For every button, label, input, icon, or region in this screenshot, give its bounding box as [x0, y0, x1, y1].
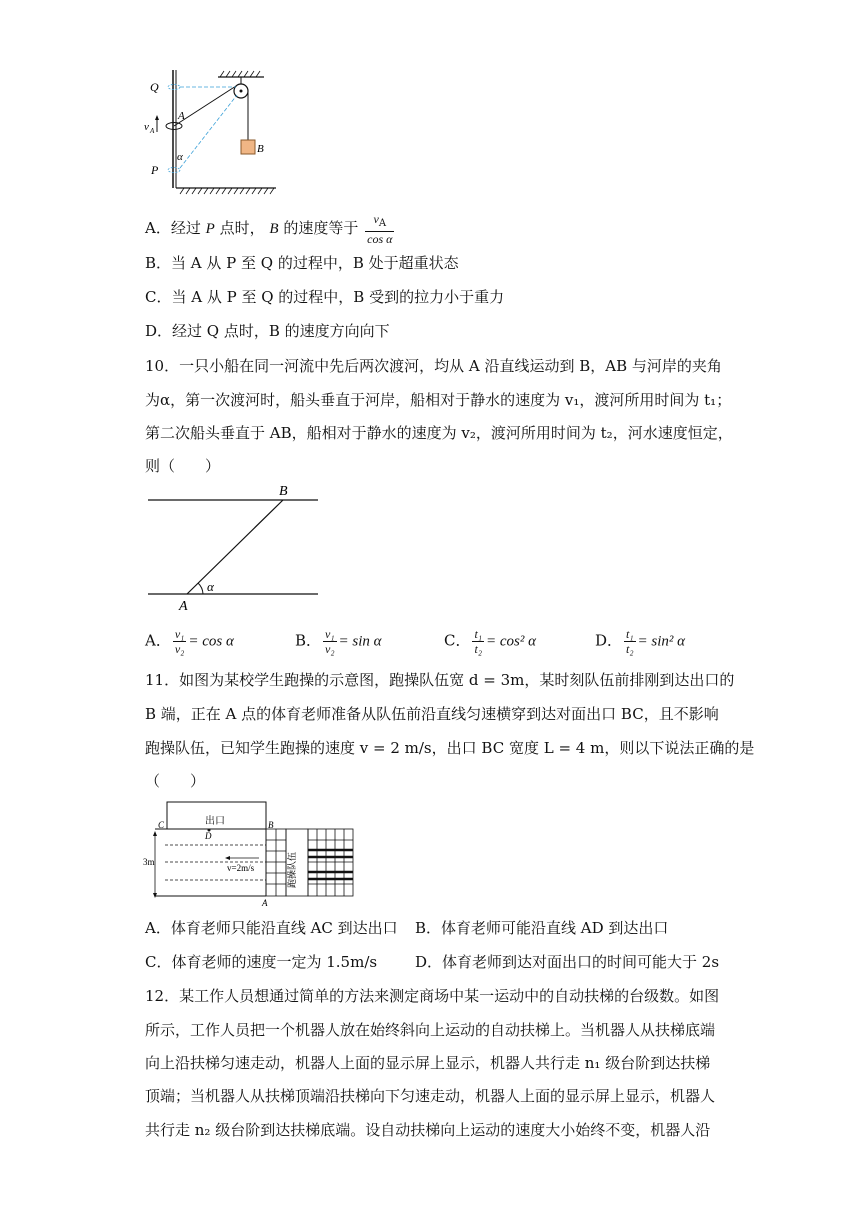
q9-pulley-figure [140, 62, 290, 197]
q11-option-d: D．体育老师到达对面出口的时间可能大于 2s [415, 953, 720, 971]
q9-option-a: A．经过 P 点时， B 的速度等于 $\frac{v_A}{\text{cos α}}$ [145, 212, 393, 246]
fig-label-B: B [268, 820, 274, 830]
q9-option-d: D．经过 Q 点时，B 的速度方向向下 [145, 322, 390, 340]
q10-river-figure [145, 480, 325, 615]
river-label-B: B [279, 484, 288, 499]
fig-team-label: 跑操队伍 [287, 851, 297, 888]
fig-label-C: C [158, 820, 165, 830]
q10-option-c: C． $\frac{\text{t₁}}{\text{t₂}}$ = cos² α [444, 627, 536, 656]
q11-text-line-3: 跑操队伍，已知学生跑操的速度 v = 2 m/s，出口 BC 宽度 L = 4 m，则以下说法正确的是 [145, 739, 755, 757]
q12-text-line-3: 向上沿扶梯匀速走动，机器人上面的显示屏上显示，机器人共行走 n₁ 级台阶到达扶梯 [145, 1054, 711, 1072]
q10-text-line-1: 10．一只小船在同一河流中先后两次渡河，均从 A 沿直线运动到 B，AB 与河岸的夹角 [145, 357, 722, 375]
river-label-alpha: α [207, 579, 214, 594]
q10-option-a: A． $\frac{\text{v₁}}{\text{v₂}}$ = cos α [145, 627, 234, 656]
label-A: A [178, 110, 185, 122]
river-label-A: A [179, 599, 188, 614]
label-B: B [257, 143, 264, 155]
fig-label-D: D [205, 831, 212, 841]
q11-option-c: C．体育老师的速度一定为 1.5m/s [145, 953, 378, 971]
q12-text-line-2: 所示，工作人员把一个机器人放在始终斜向上运动的自动扶梯上。当机器人从扶梯底端 [145, 1021, 716, 1039]
q10-text-line-3: 第二次船头垂直于 AB，船相对于静水的速度为 v₂，渡河所用时间为 t₂，河水速度恒定， [145, 424, 733, 442]
fraction: $\frac{v_A}{\text{cos α}}$ [367, 212, 393, 246]
label-P: P [151, 163, 159, 177]
q12-text-line-5: 共行走 n₂ 级台阶到达扶梯底端。设自动扶梯向上运动的速度大小始终不变，机器人沿 [145, 1121, 711, 1139]
q11-option-a: A．体育老师只能沿直线 AC 到达出口 [145, 919, 398, 937]
q11-text-line-2: B 端，正在 A 点的体育老师准备从队伍前沿直线匀速横穿到达对面出口 BC，且不影响 [145, 705, 719, 723]
q12-text-line-1: 12．某工作人员想通过简单的方法来测定商场中某一运动中的自动扶梯的台级数。如图 [145, 987, 720, 1005]
label-alpha: α [177, 151, 183, 163]
q11-text-line-1: 11．如图为某校学生跑操的示意图，跑操队伍宽 d = 3m，某时刻队伍前排刚到达出口的 [145, 671, 735, 689]
exit-label: 出口 [205, 816, 225, 827]
q10-text-line-4: 则（ ） [145, 457, 221, 475]
fig-speed-label: v=2m/s [227, 863, 255, 873]
q11-option-b: B．体育老师可能沿直线 AD 到达出口 [415, 919, 669, 937]
q10-option-d: D． $\frac{\text{t₁}}{\text{t₂}}$ = sin² α [595, 627, 686, 656]
q10-option-b: B． $\frac{\text{v₁}}{\text{v₂}}$ = sin α [295, 627, 382, 656]
q10-text-line-2: 为α，第一次渡河时，船头垂直于河岸，船相对于静水的速度为 v₁，渡河所用时间为 t₁； [145, 391, 732, 409]
q9-option-c: C．当 A 从 P 至 Q 的过程中，B 受到的拉力小于重力 [145, 288, 505, 306]
label-vA-sub: A [150, 127, 155, 135]
q11-exercise-figure [145, 800, 360, 910]
q11-text-line-4: （ ） [145, 772, 206, 790]
label-Q: Q [150, 80, 159, 94]
q12-text-line-4: 顶端；当机器人从扶梯顶端沿扶梯向下匀速走动，机器人上面的显示屏上显示，机器人 [145, 1087, 716, 1105]
label-vA: v [144, 121, 149, 133]
fig-width-label: 3m [143, 857, 155, 867]
q9-option-b: B．当 A 从 P 至 Q 的过程中，B 处于超重状态 [145, 254, 459, 272]
fig-label-A: A [262, 898, 268, 908]
